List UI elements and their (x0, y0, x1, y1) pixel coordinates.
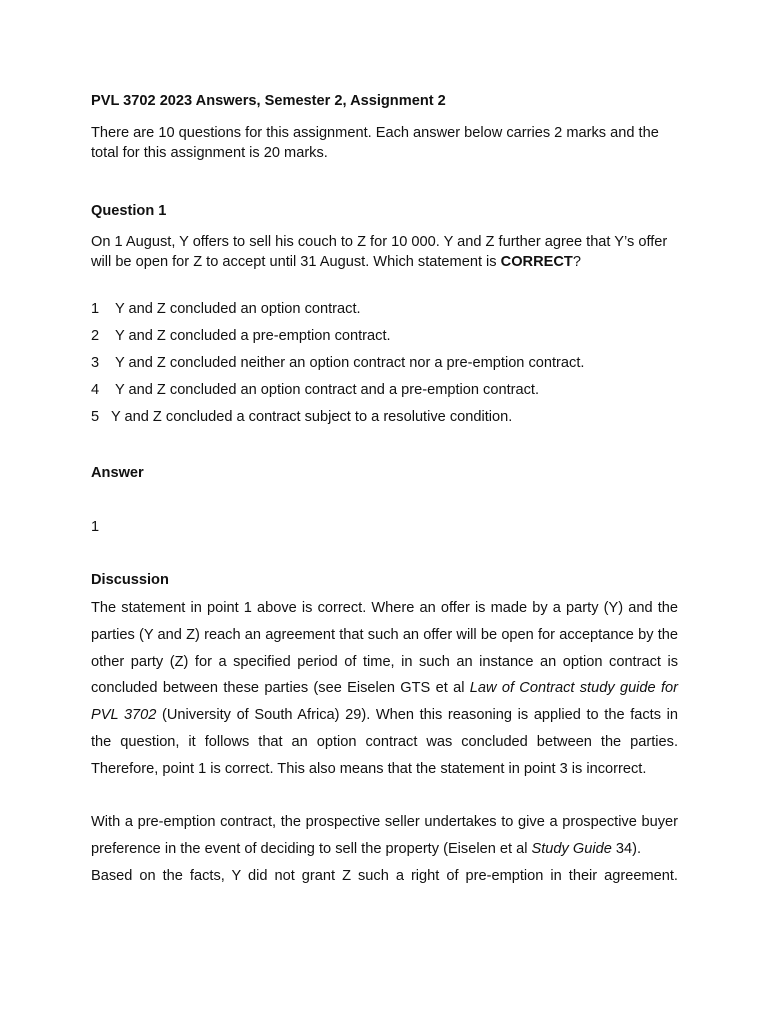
discussion-text: (University of South Africa) 29). When this reasoning is applied to the facts in the question, it follows that an option contract was concluded between the parties. Therefore, point 1 is correct. This also means that the statement in point 3 is incorrect. (91, 707, 678, 777)
option-number: 2 (91, 328, 100, 344)
answer-value: 1 (91, 519, 100, 535)
option-item (91, 354, 584, 381)
discussion-text: The statement in point 1 above is correct. Where an offer is made by a party (Y) and the parties (Y and Z) reach an agreement that such an offer will be open for acceptance by the other party (Z) for a specified period of time, in such an instance an option contract is concluded between these parties (see Eiselen GTS et al (91, 600, 678, 697)
option-item (91, 408, 584, 435)
option-number: 3 (91, 355, 100, 371)
discussion-paragraph-2 (91, 809, 678, 863)
option-item (91, 327, 584, 354)
discussion-paragraph-1 (91, 595, 678, 783)
option-text: Y and Z concluded neither an option contract nor a pre-emption contract. (115, 355, 585, 371)
discussion-heading: Discussion (91, 572, 169, 588)
intro-paragraph: There are 10 questions for this assignment. Each answer below carries 2 marks and the total for this assignment is 20 marks. (91, 125, 659, 161)
option-number: 4 (91, 382, 100, 398)
answer-options-list (91, 300, 584, 435)
question-text-main: On 1 August, Y offers to sell his couch to Z for 10 000. Y and Z further agree that Y’s offer will be open for Z to accept until 31 August. Which statement is (91, 234, 668, 270)
option-number: 5 (91, 409, 100, 425)
option-number: 1 (91, 301, 100, 317)
option-text: Y and Z concluded a pre-emption contract. (115, 328, 391, 344)
option-text: Y and Z concluded an option contract. (115, 301, 361, 317)
question-heading: Question 1 (91, 203, 167, 219)
option-item (91, 300, 584, 327)
question-text-emphasis: CORRECT (500, 254, 573, 270)
discussion-text: 34). (611, 840, 642, 857)
document-title: PVL 3702 2023 Answers, Semester 2, Assignment 2 (91, 93, 446, 109)
option-text: Y and Z concluded an option contract and a pre-emption contract. (115, 382, 540, 398)
citation-title: Law of Contract study guide for PVL 3702 (91, 680, 678, 724)
discussion-text: With a pre-emption contract, the prospective seller undertakes to give a prospective buyer preference in the event of deciding to sell the property (Eiselen et al (91, 814, 678, 857)
citation-title: Study Guide (531, 840, 612, 857)
discussion-paragraph-2-continued: Based on the facts, Y did not grant Z such a right of pre-emption in their agreement. (91, 868, 678, 884)
question-text-end: ? (572, 254, 581, 270)
option-text: Y and Z concluded a contract subject to a resolutive condition. (111, 409, 513, 425)
question-text (91, 232, 691, 272)
answer-heading: Answer (91, 465, 144, 481)
option-item (91, 381, 584, 408)
